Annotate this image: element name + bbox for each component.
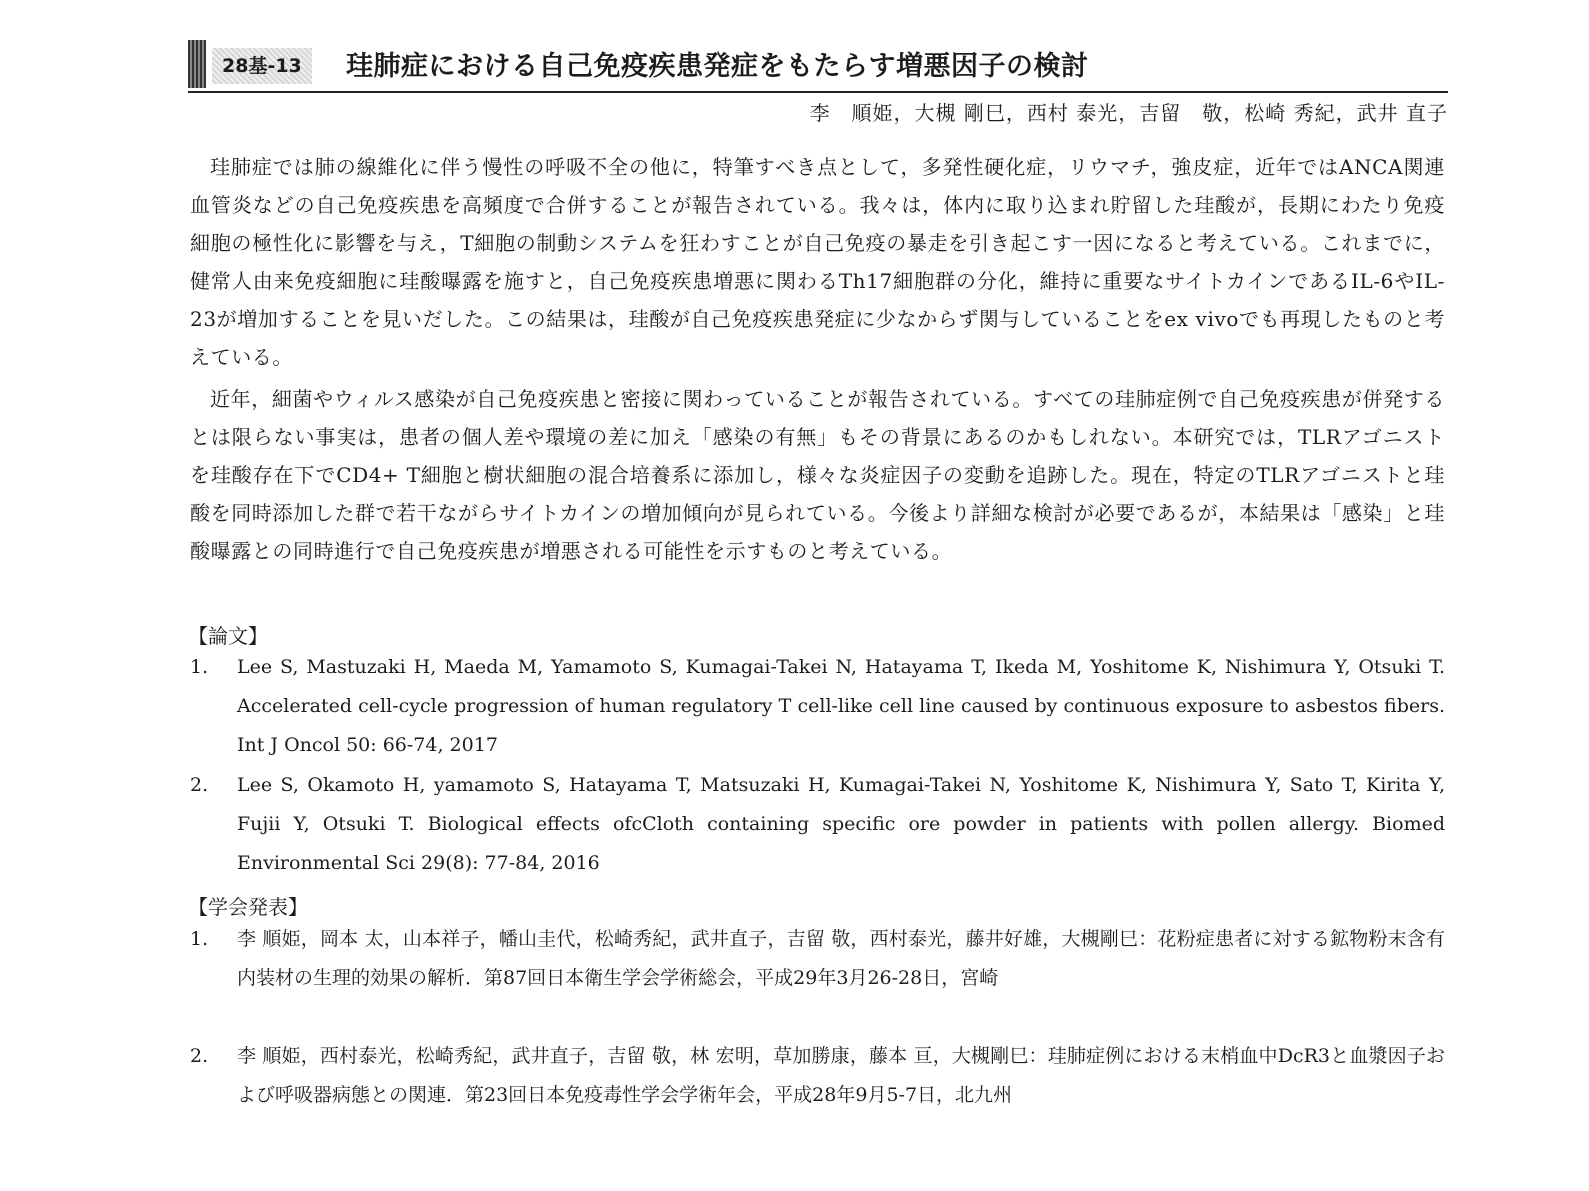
presentation-citation: 李 順姫，西村泰光，松崎秀紀，武井直子，吉留 敬，林 宏明，草加勝康，藤本 亘，大槻剛巳：珪肺症例における末梢血中DcR3と血漿因子および呼吸器病態との関連．第23回日本免疫毒性学会学術年会，平成28年9月5-7日，北九州 — [237, 1045, 1445, 1106]
report-code-badge: 28基-13 — [212, 48, 312, 84]
paper-citation: Lee S, Mastuzaki H, Maeda M, Yamamoto S, Kumagai-Takei N, Hatayama T, Ikeda M, Yoshitome K, Nishimura Y, Otsuki T. Accelerated cell-cycle progression of human regulatory T cell-like cell line caused by continuous exposure to asbestos fibers. Int J Oncol 50: 66-74, 2017 — [237, 656, 1445, 756]
paper-citation: Lee S, Okamoto H, yamamoto S, Hatayama T, Matsuzaki H, Kumagai-Takei N, Yoshitome K, Nishimura Y, Sato T, Kirita Y, Fujii Y, Otsuki T. Biological effects ofcCloth containing specific ore powder in patients with pollen allergy. Biomed Environmental Sci 29(8): 77-84, 2016 — [237, 774, 1445, 874]
header-marker-bar — [188, 40, 206, 88]
header-underline — [188, 91, 1448, 93]
presentation-number: 1. — [190, 928, 209, 950]
body-paragraph-1: 珪肺症では肺の線維化に伴う慢性の呼吸不全の他に，特筆すべき点として，多発性硬化症，リウマチ，強皮症，近年ではANCA関連血管炎などの自己免疫疾患を高頻度で合併することが報告されている。我々は，体内に取り込まれ貯留した珪酸が，長期にわたり免疫細胞の極性化に影響を与え，T細胞の制動システムを狂わすことが自己免疫の暴走を引き起こす一因になると考えている。これまでに，健常人由来免疫細胞に珪酸曝露を施すと，自己免疫疾患増悪に関わるTh17細胞群の分化，維持に重要なサイトカインであるIL-6やIL-23が増加することを見いだした。この結果は，珪酸が自己免疫疾患発症に少なからず関与していることをex vivoでも再現したものと考えている。 — [190, 155, 1446, 369]
presentations-heading: 【学会発表】 — [188, 895, 308, 919]
paper-number: 2. — [190, 774, 209, 796]
paper-number: 1. — [190, 656, 209, 678]
author-list: 李 順姫，大槻 剛巳，西村 泰光，吉留 敬，松崎 秀紀，武井 直子 — [809, 101, 1448, 125]
presentation-citation: 李 順姫，岡本 太，山本祥子，幡山圭代，松崎秀紀，武井直子，吉留 敬，西村泰光，藤井好雄，大槻剛巳：花粉症患者に対する鉱物粉末含有内装材の生理的効果の解析．第87回日本衛生学会学術総会，平成29年3月26-28日，宮崎 — [237, 928, 1445, 989]
report-title: 珪肺症における自己免疫疾患発症をもたらす増悪因子の検討 — [346, 51, 1089, 82]
body-paragraph-2: 近年，細菌やウィルス感染が自己免疫疾患と密接に関わっていることが報告されている。すべての珪肺症例で自己免疫疾患が併発するとは限らない事実は，患者の個人差や環境の差に加え「感染の有無」もその背景にあるのかもしれない。本研究では，TLRアゴニストを珪酸存在下でCD4+ T細胞と樹状細胞の混合培養系に添加し，様々な炎症因子の変動を追跡した。現在，特定のTLRアゴニストと珪酸を同時添加した群で若干ながらサイトカインの増加傾向が見られている。今後より詳細な検討が必要であるが，本結果は「感染」と珪酸曝露との同時進行で自己免疫疾患が増悪される可能性を示すものと考えている。 — [190, 387, 1445, 563]
report-header — [188, 38, 1448, 92]
presentation-number: 2. — [190, 1045, 209, 1067]
papers-heading: 【論文】 — [188, 624, 268, 648]
